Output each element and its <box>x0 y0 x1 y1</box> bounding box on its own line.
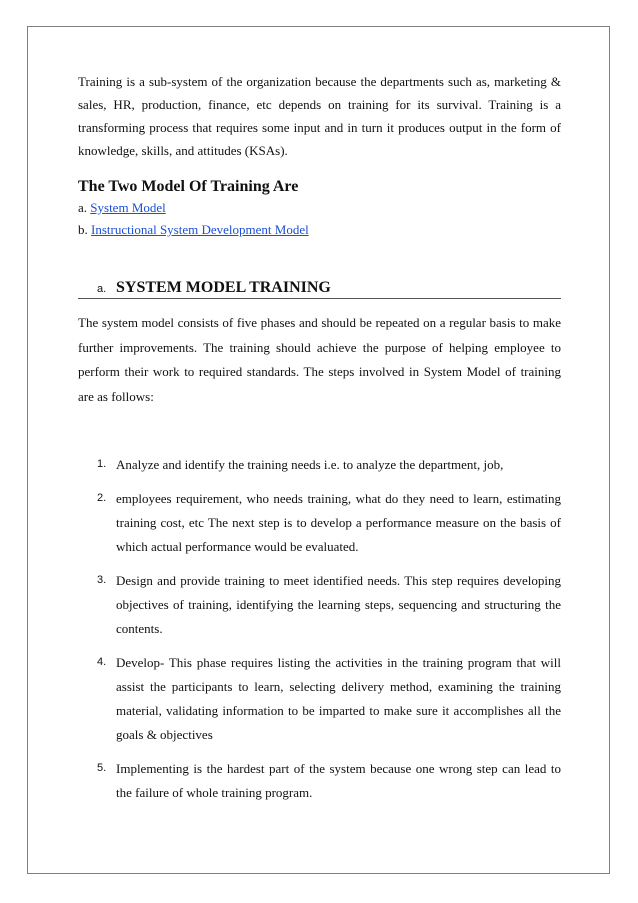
models-heading: The Two Model Of Training Are <box>78 178 299 195</box>
model-item-prefix: b. <box>78 222 91 237</box>
list-item-text: Implementing is the hardest part of the system because one wrong step can lead to the failure of whole training program. <box>116 761 561 800</box>
section-letter: a. <box>97 283 107 295</box>
list-item <box>78 487 561 559</box>
list-item <box>78 453 561 477</box>
section-heading <box>78 276 561 299</box>
list-item <box>78 757 561 805</box>
list-number: 4. <box>97 656 107 668</box>
document-body <box>78 62 561 815</box>
intro-paragraph: Training is a sub-system of the organization because the departments such as, marketing & sales, HR, production, finance, etc depends on training for its survival. Training is a transforming process that requires some input and in turn it produces output in the form of knowledge, skills, and attitudes (KSAs). <box>78 74 561 158</box>
list-number: 3. <box>97 574 107 586</box>
section-title: SYSTEM MODEL TRAINING <box>116 279 331 296</box>
list-number: 1. <box>97 458 107 470</box>
list-number: 2. <box>97 492 107 504</box>
steps-list <box>78 453 561 805</box>
list-item <box>78 651 561 747</box>
list-item-text: employees requirement, who needs training, what do they need to learn, estimating training cost, etc The next step is to develop a performance measure on the basis of which actual performance would be evaluated. <box>116 491 561 554</box>
list-item <box>78 569 561 641</box>
list-item-text: Design and provide training to meet identified needs. This step requires developing objectives of training, identifying the learning steps, sequencing and structuring the contents. <box>116 573 561 636</box>
list-item-text: Analyze and identify the training needs i.e. to analyze the department, job, <box>116 457 504 472</box>
system-model-link[interactable]: System Model <box>90 200 166 215</box>
model-item-prefix: a. <box>78 200 91 215</box>
model-item-a <box>78 197 561 219</box>
model-item-b <box>78 219 561 241</box>
list-number: 5. <box>97 762 107 774</box>
section-paragraph: The system model consists of five phases and should be repeated on a regular basis to make further improvements. The training should achieve the purpose of helping employee to perform their work to required standards. The steps involved in System Model of training are as follows: <box>78 315 561 404</box>
isd-model-link[interactable]: Instructional System Development Model <box>91 222 309 237</box>
list-item-text: Develop- This phase requires listing the activities in the training program that will assist the participants to learn, selecting delivery method, examining the training material, validating information to be imparted to make sure it accomplishes all the goals & objectives <box>116 655 561 742</box>
